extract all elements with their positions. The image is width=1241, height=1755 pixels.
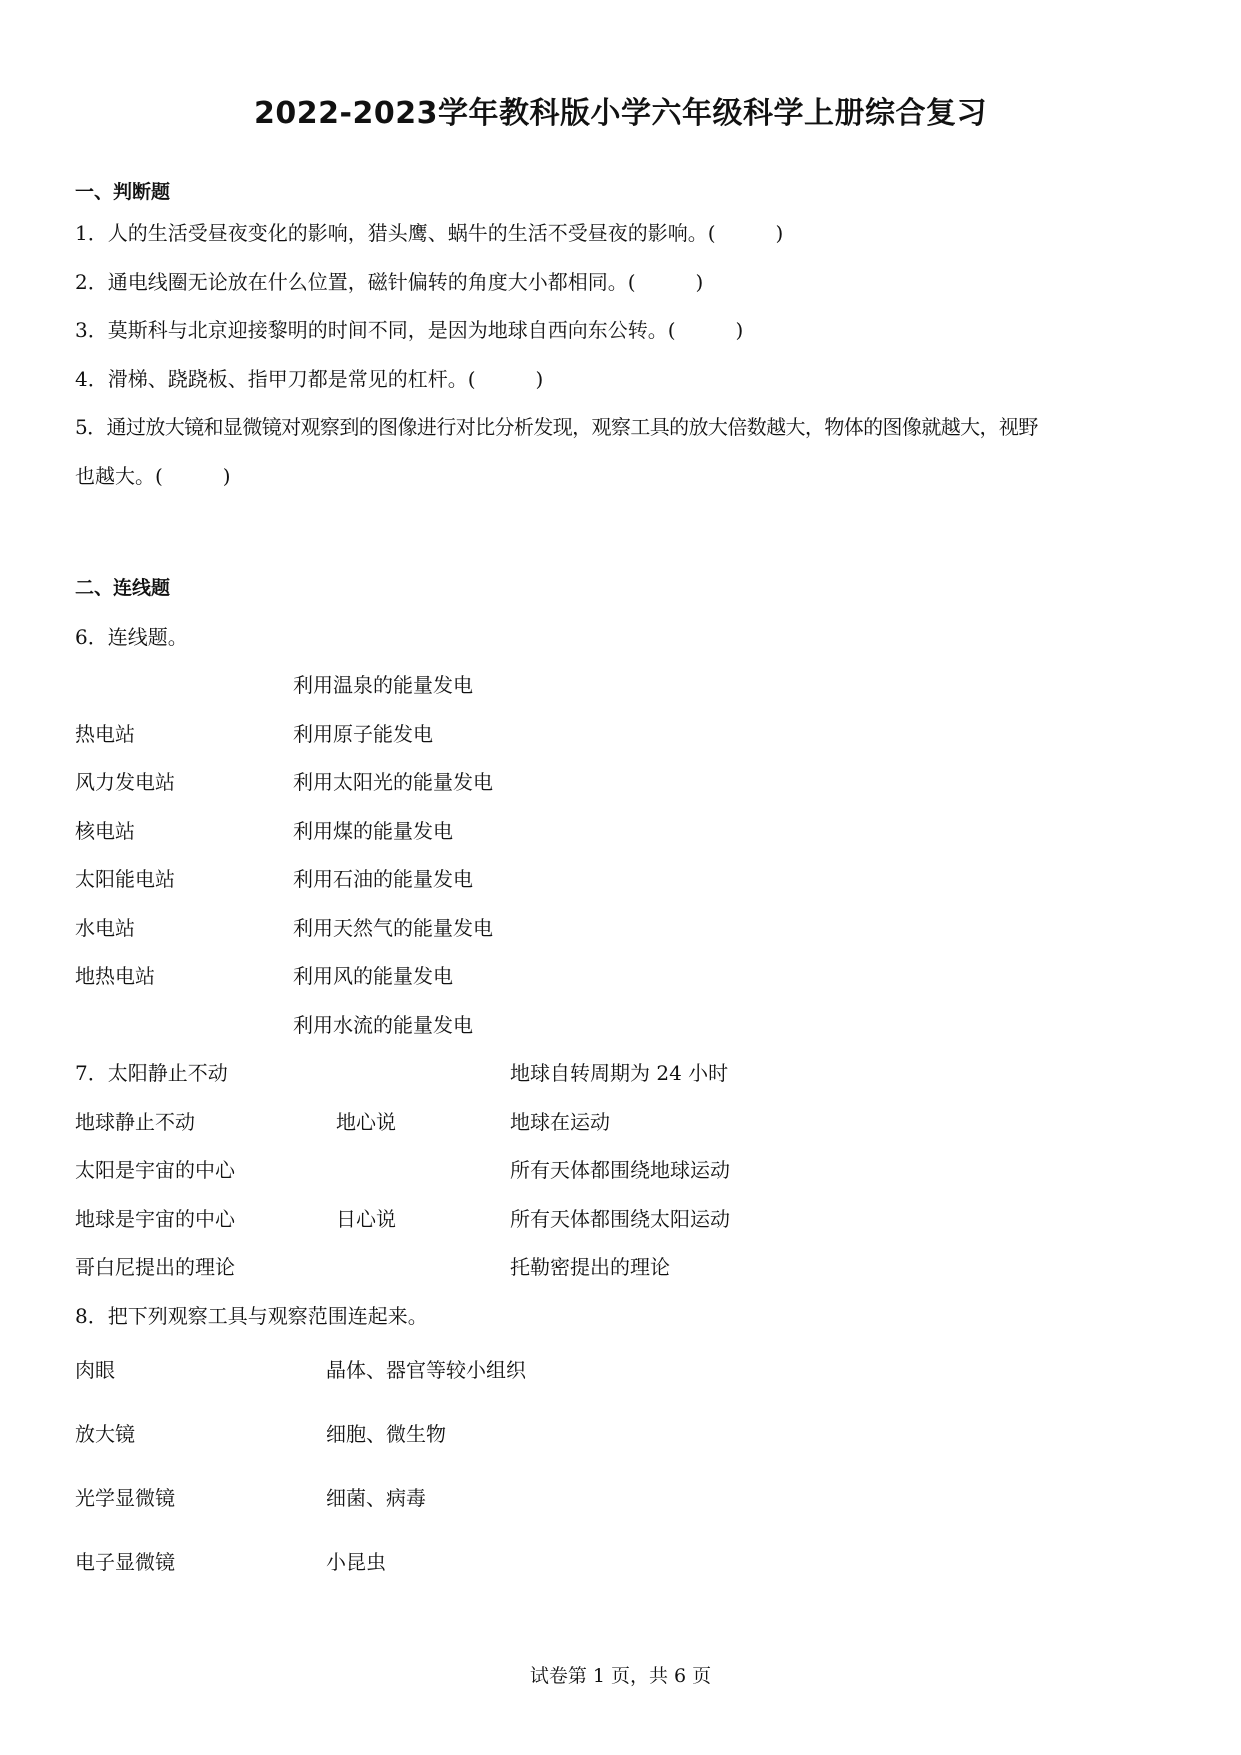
q8-left-item: 放大镜 bbox=[75, 1422, 135, 1446]
q7-right-item: 地球自转周期为 24 小时 bbox=[510, 1061, 729, 1085]
question-1: 1．人的生活受昼夜变化的影响，猎头鹰、蜗牛的生活不受昼夜的影响。( ) bbox=[75, 221, 784, 245]
q6-right-item: 利用原子能发电 bbox=[293, 722, 433, 746]
question-6-label: 6．连线题。 bbox=[75, 625, 188, 649]
q8-left-item: 肉眼 bbox=[75, 1358, 115, 1382]
q7-middle-item: 日心说 bbox=[336, 1207, 396, 1231]
q6-left-item: 水电站 bbox=[75, 916, 135, 940]
q8-right-item: 细胞、微生物 bbox=[326, 1422, 446, 1446]
q6-right-item: 利用水流的能量发电 bbox=[293, 1013, 473, 1037]
q6-right-item: 利用温泉的能量发电 bbox=[293, 673, 473, 697]
q6-left-item: 太阳能电站 bbox=[75, 867, 175, 891]
section-heading-judgement: 一、判断题 bbox=[75, 181, 171, 203]
q8-right-item: 晶体、器官等较小组织 bbox=[326, 1358, 526, 1382]
q6-left-item: 热电站 bbox=[75, 722, 135, 746]
q7-left-item: 哥白尼提出的理论 bbox=[75, 1255, 235, 1279]
section-heading-matching: 二、连线题 bbox=[75, 577, 171, 599]
page-footer: 试卷第 1 页，共 6 页 bbox=[529, 1665, 712, 1687]
q7-right-item: 地球在运动 bbox=[510, 1110, 610, 1134]
q6-right-item: 利用风的能量发电 bbox=[293, 964, 453, 988]
question-3: 3．莫斯科与北京迎接黎明的时间不同，是因为地球自西向东公转。( ) bbox=[75, 318, 744, 342]
q7-middle-item: 地心说 bbox=[336, 1110, 396, 1134]
question-4: 4．滑梯、跷跷板、指甲刀都是常见的杠杆。( ) bbox=[75, 367, 544, 391]
q7-right-item: 所有天体都围绕地球运动 bbox=[510, 1158, 730, 1182]
q7-left-item: 太阳是宇宙的中心 bbox=[75, 1158, 235, 1182]
q8-right-item: 细菌、病毒 bbox=[326, 1486, 426, 1510]
q7-right-item: 托勒密提出的理论 bbox=[510, 1255, 670, 1279]
question-8-label: 8．把下列观察工具与观察范围连起来。 bbox=[75, 1304, 428, 1328]
question-5-line1: 5．通过放大镜和显微镜对观察到的图像进行对比分析发现，观察工具的放大倍数越大，物体的图像就越大，视野 bbox=[75, 415, 1038, 439]
q6-left-item: 地热电站 bbox=[75, 964, 155, 988]
q6-right-item: 利用石油的能量发电 bbox=[293, 867, 473, 891]
q6-left-item: 核电站 bbox=[75, 819, 135, 843]
q7-left-item: 地球是宇宙的中心 bbox=[75, 1207, 235, 1231]
q7-right-item: 所有天体都围绕太阳运动 bbox=[510, 1207, 730, 1231]
q8-left-item: 光学显微镜 bbox=[75, 1486, 175, 1510]
question-5-line2: 也越大。( ) bbox=[75, 464, 231, 488]
q7-left-item: 7．太阳静止不动 bbox=[75, 1061, 228, 1085]
q6-right-item: 利用煤的能量发电 bbox=[293, 819, 453, 843]
question-2: 2．通电线圈无论放在什么位置，磁针偏转的角度大小都相同。( ) bbox=[75, 270, 704, 294]
q6-right-item: 利用天然气的能量发电 bbox=[293, 916, 493, 940]
page-title: 2022-2023学年教科版小学六年级科学上册综合复习 bbox=[254, 96, 987, 131]
q6-right-item: 利用太阳光的能量发电 bbox=[293, 770, 493, 794]
q7-left-item: 地球静止不动 bbox=[75, 1110, 195, 1134]
q6-left-item: 风力发电站 bbox=[75, 770, 175, 794]
q8-left-item: 电子显微镜 bbox=[75, 1550, 175, 1574]
q8-right-item: 小昆虫 bbox=[326, 1550, 386, 1574]
